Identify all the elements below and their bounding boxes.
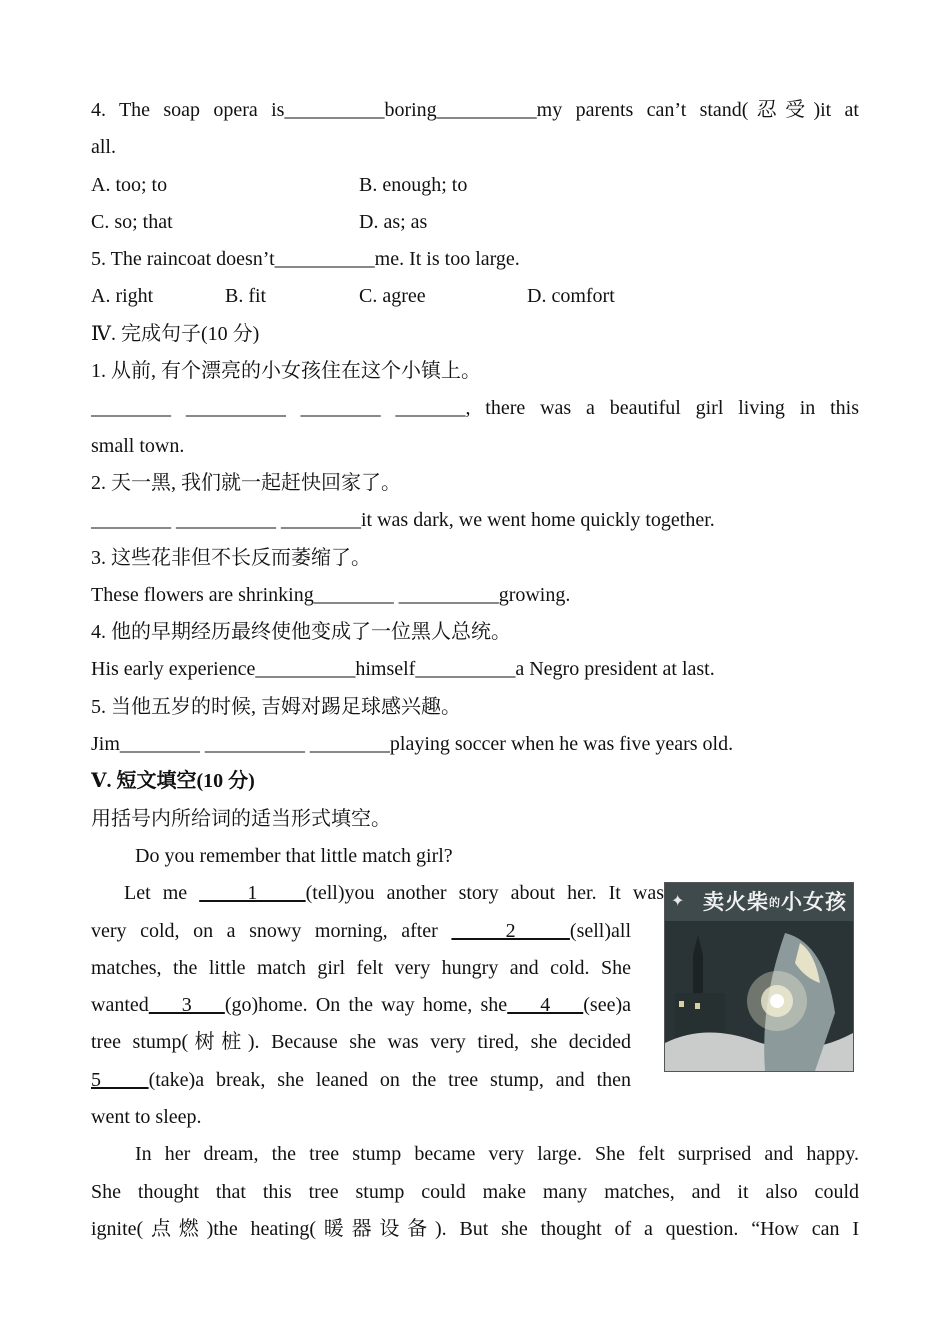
s5-p3-line2: She thought that this tree stump could make many matches, and it also could (91, 1180, 859, 1203)
q4-options-row2 (91, 204, 859, 241)
q5-options (91, 278, 859, 315)
q4-option-a: A. too; to (91, 173, 168, 196)
star-icon: ✦ (671, 893, 685, 910)
s5-line2: very cold, on a snowy morning, after 2 (sell)all (91, 919, 631, 942)
section-5-title: Ⅴ. 短文填空(10 分) (91, 770, 255, 793)
s4-item4-cn: 4. 他的早期经历最终使他变成了一位黑人总统。 (91, 621, 511, 644)
s5-line3: matches, the little match girl felt very hungry and cold. She (91, 956, 631, 979)
blank-5[interactable]: 5 (91, 1068, 149, 1091)
q4-line2: all. (91, 136, 116, 159)
s5-line6: 5 (take)a break, she leaned on the tree stump, and then (91, 1068, 631, 1091)
s5-p3-line1: In her dream, the tree stump became very large. She felt surprised and happy. (135, 1143, 859, 1166)
q5-option-c: C. agree (359, 285, 426, 308)
s4-item5-cn: 5. 当他五岁的时候, 吉姆对踢足球感兴趣。 (91, 695, 461, 718)
s5-line4: wanted 3 (go)home. On the way home, she 4 (see)a (91, 994, 631, 1017)
q5-option-d: D. comfort (527, 285, 615, 308)
s5-p3-line3: ignite(点燃)the heating(暖器设备). But she thought of a question. “How can I (91, 1217, 859, 1240)
s5-line5: tree stump(树桩). Because she was very tired, she decided (91, 1031, 631, 1054)
s5-instruction: 用括号内所给词的适当形式填空。 (91, 807, 391, 830)
s5-line7: went to sleep. (91, 1106, 202, 1129)
match-girl-illustration (664, 882, 854, 1072)
blank-4[interactable]: 4 (507, 994, 584, 1017)
s5-paragraph1: Do you remember that little match girl? (135, 844, 453, 867)
s5-line1: Let me 1 (tell)you another story about her. It was (124, 882, 664, 905)
s4-item5-en: Jim________ __________ ________playing soccer when he was five years old. (91, 733, 734, 756)
q4-option-b: B. enough; to (359, 173, 468, 196)
s4-item1-cn: 1. 从前, 有个漂亮的小女孩住在这个小镇上。 (91, 360, 481, 383)
section-4-title: Ⅳ. 完成句子(10 分) (91, 322, 260, 345)
s4-item4-en: His early experience__________himself__________a Negro president at last. (91, 658, 715, 681)
q4-option-c: C. so; that (91, 210, 173, 233)
s4-item2-en: ________ __________ ________it was dark, we went home quickly together. (91, 509, 715, 532)
s4-item1-en: ________ __________ ________ _______, there was a beautiful girl living in this (91, 397, 859, 420)
q5-option-b: B. fit (225, 285, 267, 308)
q5-option-a: A. right (91, 285, 154, 308)
blank-1[interactable]: 1 (199, 882, 306, 905)
illustration-title: 卖火柴的小女孩 (703, 890, 847, 914)
q5-line1: 5. The raincoat doesn’t__________me. It is too large. (91, 248, 520, 271)
s4-item3-en: These flowers are shrinking________ __________growing. (91, 583, 571, 606)
q4-options-row1 (91, 167, 859, 204)
q4-line1: 4. The soap opera is__________boring__________my parents can’t stand(忍受)it at (91, 99, 859, 121)
s4-item3-cn: 3. 这些花非但不长反而萎缩了。 (91, 546, 371, 569)
worksheet-page (91, 92, 859, 1248)
blank-2[interactable]: 2 (451, 919, 570, 942)
q4-option-d: D. as; as (359, 210, 428, 233)
s4-item2-cn: 2. 天一黑, 我们就一起赶快回家了。 (91, 471, 401, 494)
blank-3[interactable]: 3 (148, 994, 225, 1017)
s4-item1-en2: small town. (91, 434, 185, 457)
